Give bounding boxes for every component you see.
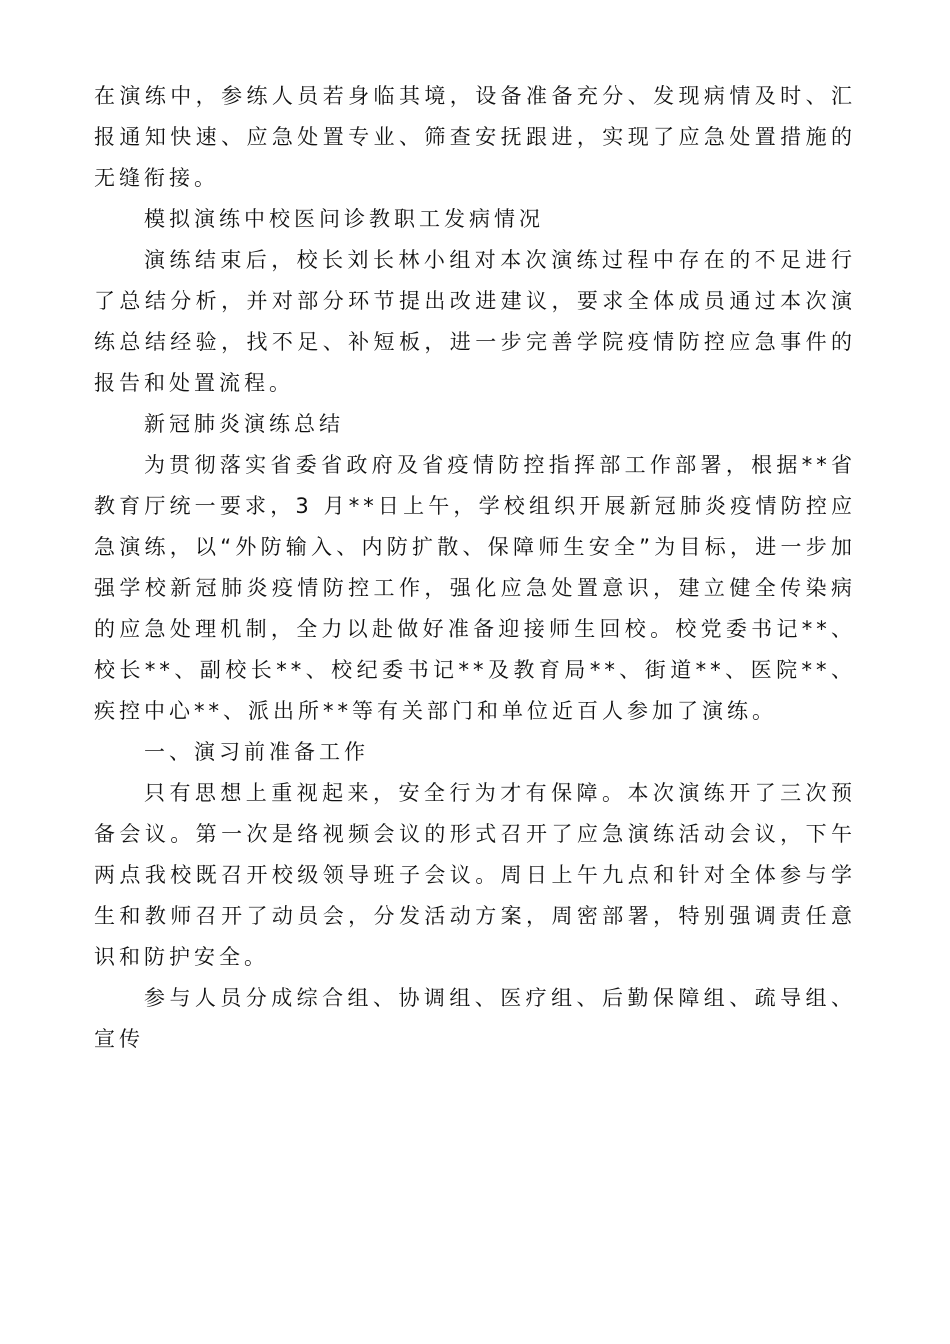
section-heading-preparation: 一、演习前准备工作 bbox=[144, 740, 369, 764]
photo-caption-consultation: 模拟演练中校医问诊教职工发病情况 bbox=[144, 207, 544, 231]
paragraph-background: 为贯彻落实省委省政府及省疫情防控指挥部工作部署，根据**省教育厅统一要求，3 月**日上午，学校组织开展新冠肺炎疫情防控应急演练，以“外防输入、内防扩散、保障师生安全”为目标，进一步加强学校新冠肺炎疫情防控工作，强化应急处置意识，建立健全传染病的应急处理机制，全力以赴做好准备迎接师生回校。校党委书记**、校长**、副校长**、校纪委书记**及教育局**、街道**、医院**、疾控中心**、派出所**等有关部门和单位近百人参加了演练。 bbox=[94, 453, 856, 723]
paragraph-continuation: 在演练中，参练人员若身临其境，设备准备充分、发现病情及时、汇报通知快速、应急处置专业、筛查安抚跟进，实现了应急处置措施的无缝衔接。 bbox=[94, 84, 856, 190]
paragraph-preparation: 只有思想上重视起来，安全行为才有保障。本次演练开了三次预备会议。第一次是络视频会议的形式召开了应急演练活动会议，下午两点我校既召开校级领导班子会议。周日上午九点和针对全体参与学生和教师召开了动员会，分发活动方案，周密部署，特别强调责任意识和防护安全。 bbox=[94, 781, 856, 969]
paragraph-summary: 演练结束后，校长刘长林小组对本次演练过程中存在的不足进行了总结分析，并对部分环节提出改进建议，要求全体成员通过本次演练总结经验，找不足、补短板，进一步完善学院疫情防控应急事件的报告和处置流程。 bbox=[94, 248, 856, 395]
section-title: 新冠肺炎演练总结 bbox=[144, 412, 344, 436]
paragraph-groups: 参与人员分成综合组、协调组、医疗组、后勤保障组、疏导组、宣传 bbox=[94, 986, 856, 1051]
document-body bbox=[94, 76, 856, 1060]
